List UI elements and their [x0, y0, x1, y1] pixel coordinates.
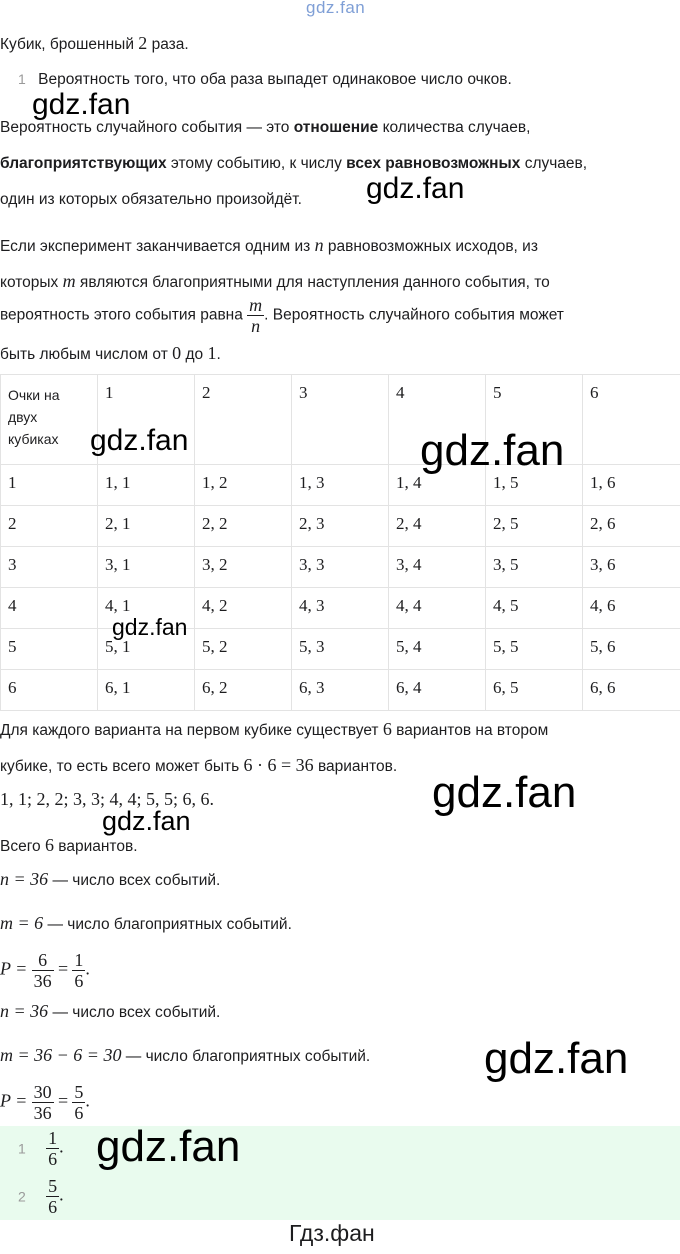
statement-all-events	[0, 869, 220, 890]
table-cell: 2, 4	[389, 506, 486, 547]
statement-text: — число благоприятных событий.	[47, 916, 292, 933]
fraction-num: 30	[33, 1082, 52, 1102]
footer-site-name: Гдз.фан	[289, 1220, 375, 1246]
theory1-line3	[0, 191, 302, 209]
table-cell: 1, 4	[389, 465, 486, 506]
equals-sign: =	[57, 1090, 69, 1111]
fraction-den: 6	[74, 971, 84, 991]
question-number: 1	[18, 71, 26, 87]
theory2-text-h: до	[185, 346, 204, 363]
table-cell: 5, 4	[389, 629, 486, 670]
row-label: 4	[1, 588, 98, 629]
theory2-n: n	[314, 235, 324, 255]
explain-six: 6	[382, 719, 392, 739]
watermark-top: gdz.fan	[306, 0, 366, 17]
table-cell: 2, 3	[292, 506, 389, 547]
fraction	[32, 1082, 54, 1123]
answer-item	[18, 1176, 64, 1217]
table-cell: 1, 6	[583, 465, 680, 506]
fraction-num: 6	[32, 950, 54, 971]
table-cell: 1, 2	[195, 465, 292, 506]
n-equation: n = 36	[0, 869, 49, 889]
watermark: gdz.fan	[432, 768, 577, 817]
watermark: gdz.fan	[96, 1122, 241, 1171]
table-cell: 3, 4	[389, 547, 486, 588]
table-cell: 3, 1	[98, 547, 195, 588]
theory1-text-c: количества случаев,	[382, 119, 531, 136]
total-six: 6	[44, 835, 54, 855]
theory2-m: m	[62, 271, 76, 291]
row-label: 2	[1, 506, 98, 547]
explain-line2	[0, 755, 397, 776]
p-label: P =	[0, 1090, 28, 1111]
table-cell: 6, 4	[389, 670, 486, 711]
fraction-num: 5	[74, 1082, 84, 1102]
table-cell: 4, 4	[389, 588, 486, 629]
theory1-line2	[0, 155, 587, 173]
total-text-b: вариантов.	[58, 838, 138, 855]
watermark: gdz.fan	[90, 424, 189, 457]
fraction	[72, 1082, 85, 1123]
table-row	[1, 547, 680, 588]
table-cell: 5, 5	[486, 629, 583, 670]
table-cell: 6, 1	[98, 670, 195, 711]
statement-favorable	[0, 913, 292, 934]
statement-text: — число всех событий.	[52, 872, 221, 889]
theory1-bold-all: всех равновозможных	[346, 155, 521, 172]
total-line	[0, 835, 138, 856]
theory2-text-d: являются благоприятными для наступления данного события, то	[79, 274, 550, 291]
answers-panel	[0, 1122, 680, 1220]
theory2-line4	[0, 343, 221, 364]
theory2-zero: 0	[172, 343, 182, 363]
task-count: 2	[138, 33, 148, 53]
theory1-text-e: случаев,	[524, 155, 588, 172]
theory2-fraction	[247, 295, 264, 336]
fraction	[72, 950, 85, 991]
pairs-line: 1, 1; 2, 2; 3, 3; 4, 4; 5, 5; 6, 6.	[0, 789, 215, 809]
table-cell: 5, 6	[583, 629, 680, 670]
answer-number: 2	[18, 1188, 26, 1205]
table-header-label: Очки на двух кубиках	[1, 375, 98, 465]
explain-text-a: Для каждого варианта на первом кубике существует	[0, 722, 379, 739]
table-cell: 4, 2	[195, 588, 292, 629]
theory2-text-e: вероятность этого события равна	[0, 306, 243, 324]
table-row	[1, 506, 680, 547]
theory2-line2	[0, 271, 550, 292]
fraction-num: 1	[48, 1128, 58, 1148]
task-text-after: раза.	[151, 36, 189, 53]
period: .	[59, 1184, 64, 1205]
theory2-text-a: Если эксперимент заканчивается одним из	[0, 238, 311, 255]
answer-number: 1	[18, 1140, 26, 1157]
theory2-frac-num: m	[249, 295, 263, 315]
theory2-text-b: равновозможных исходов, из	[327, 238, 538, 255]
statement-text: — число всех событий.	[52, 1004, 221, 1021]
table-row	[1, 588, 680, 629]
table-header-cell: 1	[98, 375, 195, 465]
probability-formula-2	[0, 1082, 90, 1123]
table-cell: 1, 3	[292, 465, 389, 506]
period: .	[85, 1090, 90, 1111]
fraction	[32, 950, 54, 991]
row-label: 5	[1, 629, 98, 670]
statement-all-events	[0, 1001, 220, 1022]
watermark: gdz.fan	[112, 614, 188, 640]
table-header-cell: 3	[292, 375, 389, 465]
period: .	[85, 958, 90, 979]
equals-sign: =	[57, 958, 69, 979]
table-cell: 5, 1	[98, 629, 195, 670]
row-label: 1	[1, 465, 98, 506]
table-cell: 2, 1	[98, 506, 195, 547]
explain-text-d: вариантов.	[317, 758, 398, 775]
explain-text-c: кубике, то есть всего может быть	[0, 758, 240, 775]
statement-text: — число благоприятных событий.	[125, 1048, 371, 1065]
fraction-den: 6	[48, 1197, 58, 1217]
table-cell: 4, 1	[98, 588, 195, 629]
fraction-num: 5	[48, 1176, 58, 1196]
table-cell: 3, 5	[486, 547, 583, 588]
table-header-cell: 6	[583, 375, 680, 465]
table-cell: 4, 3	[292, 588, 389, 629]
n-equation: n = 36	[0, 1001, 49, 1021]
table-cell: 1, 5	[486, 465, 583, 506]
fraction-den: 36	[33, 971, 52, 991]
watermark: gdz.fan	[484, 1034, 629, 1083]
watermark: gdz.fan	[366, 172, 465, 205]
fraction-den: 36	[33, 1103, 52, 1123]
table-cell: 2, 6	[583, 506, 680, 547]
answer-item	[18, 1128, 64, 1169]
theory1-line1	[0, 119, 530, 137]
table-cell: 2, 5	[486, 506, 583, 547]
theory2-frac-den: n	[251, 316, 261, 336]
statement-favorable	[0, 1045, 370, 1066]
question-text: Вероятность того, что оба раза выпадет одинаковое число очков.	[38, 71, 512, 88]
theory2-text-c: которых	[0, 274, 59, 291]
fraction-num: 1	[74, 950, 84, 970]
probability-formula-1	[0, 950, 90, 991]
theory1-bold-favorable: благоприятствующих	[0, 155, 167, 172]
theory1-text-d: этому событию, к числу	[170, 155, 342, 172]
table-cell: 3, 6	[583, 547, 680, 588]
p-label: P =	[0, 958, 28, 979]
table-cell: 6, 5	[486, 670, 583, 711]
table-cell: 6, 2	[195, 670, 292, 711]
fraction-den: 6	[48, 1149, 58, 1169]
table-header-cell: 2	[195, 375, 292, 465]
table-cell: 2, 2	[195, 506, 292, 547]
explain-text-b: вариантов на втором	[396, 722, 549, 739]
total-text-a: Всего	[0, 838, 41, 855]
explain-line1	[0, 719, 548, 740]
theory2-text-f: . Вероятность случайного события может	[264, 306, 564, 324]
table-cell: 3, 3	[292, 547, 389, 588]
explain-expr: 6 · 6 = 36	[243, 755, 314, 775]
table-row	[1, 670, 680, 711]
row-label: 3	[1, 547, 98, 588]
question-item	[18, 71, 512, 89]
table-cell: 3, 2	[195, 547, 292, 588]
theory1-bold-ratio: отношение	[293, 119, 379, 136]
theory2-dot: .	[216, 346, 221, 363]
table-cell: 4, 5	[486, 588, 583, 629]
answer-fraction	[46, 1176, 59, 1217]
table-cell: 1, 1	[98, 465, 195, 506]
theory1-text-f: один из которых обязательно произойдёт.	[0, 191, 302, 208]
watermark: gdz.fan	[420, 426, 565, 475]
period: .	[59, 1136, 64, 1157]
theory2-line1	[0, 235, 538, 256]
table-cell: 6, 6	[583, 670, 680, 711]
theory2-one: 1	[207, 343, 217, 363]
table-cell: 5, 2	[195, 629, 292, 670]
task-line	[0, 33, 189, 54]
table-cell: 6, 3	[292, 670, 389, 711]
watermark: gdz.fan	[32, 88, 131, 121]
table-cell: 4, 6	[583, 588, 680, 629]
answer-fraction	[46, 1128, 59, 1169]
theory1-text-a: Вероятность случайного события — это	[0, 119, 290, 136]
table-header-cell: 5	[486, 375, 583, 465]
theory2-text-g: быть любым числом от	[0, 346, 168, 363]
table-row	[1, 629, 680, 670]
theory2-line3	[0, 295, 564, 336]
m-equation: m = 36 − 6 = 30	[0, 1045, 122, 1065]
task-text-before: Кубик, брошенный	[0, 36, 134, 53]
table-header-cell: 4	[389, 375, 486, 465]
table-row	[1, 465, 680, 506]
row-label: 6	[1, 670, 98, 711]
watermark: gdz.fan	[102, 806, 191, 836]
fraction-den: 6	[74, 1103, 84, 1123]
m-equation: m = 6	[0, 913, 44, 933]
table-cell: 5, 3	[292, 629, 389, 670]
